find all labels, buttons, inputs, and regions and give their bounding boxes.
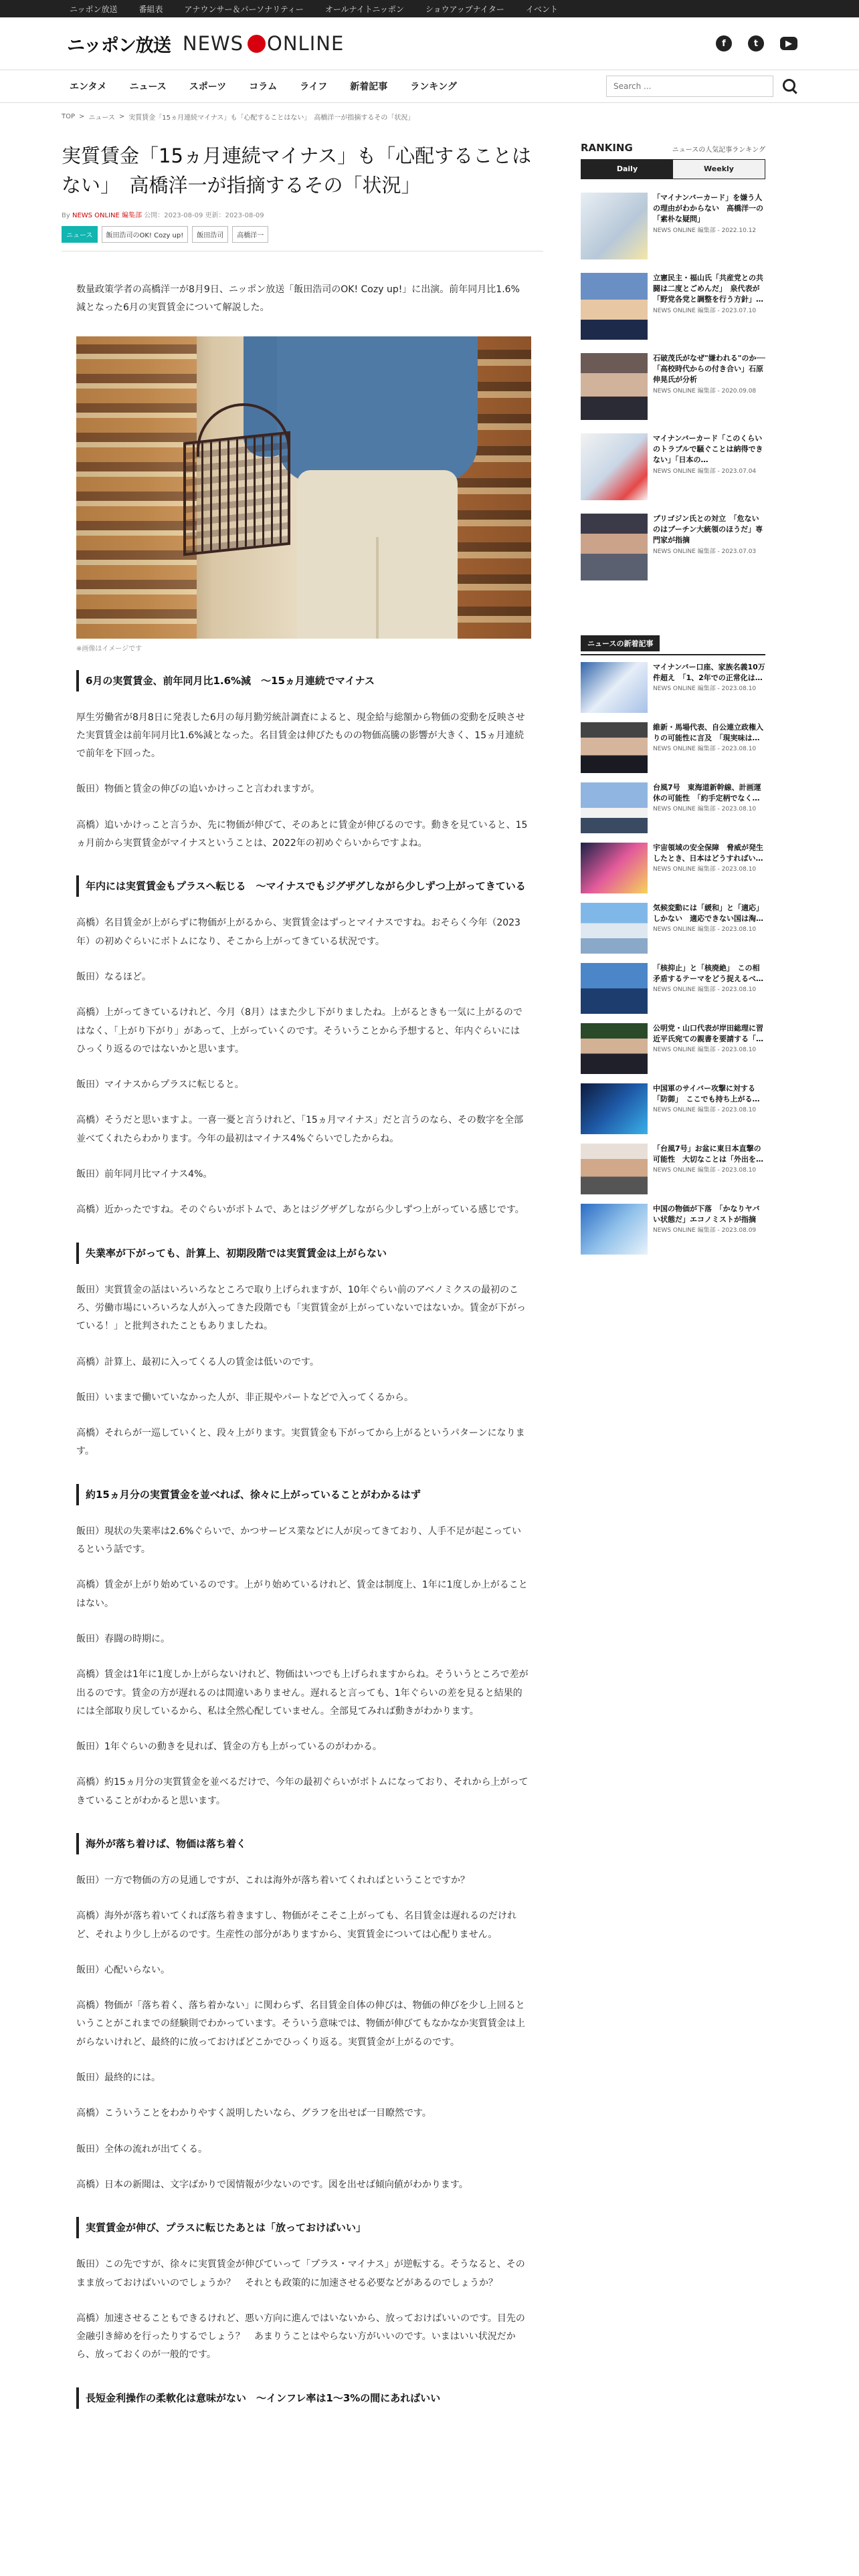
thumbnail [581, 193, 648, 259]
meta-published: 公開：2023-08-09 [144, 212, 203, 219]
thumbnail [581, 903, 648, 954]
main-nav [0, 70, 859, 103]
ranking-item-byline: NEWS ONLINE 編集部 - 2020.09.08 [653, 387, 757, 395]
nav-item-news[interactable]: ニュース [129, 82, 167, 92]
paragraph: 飯田）1年ぐらいの動きを見れば、賃金の方も上がっているのがわかる。 [76, 1741, 382, 1753]
section-heading: 海外が落ち着けば、物価は落ち着く [76, 1833, 529, 1854]
ranking-tabs [581, 159, 765, 179]
paragraph: 高橋）日本の新聞は、文字ばかりで図情報が少ないのです。図を出せば傾向値がわかります。 [76, 2179, 468, 2190]
new-article-item[interactable] [581, 1204, 765, 1257]
new-article-byline: NEWS ONLINE 編集部 - 2023.08.10 [653, 986, 757, 993]
thumbnail [581, 1204, 648, 1255]
ranking-subtitle: ニュースの人気記事ランキング [672, 146, 765, 154]
paragraph: 飯田）全体の流れが出てくる。 [76, 2143, 207, 2155]
tag-list [62, 226, 543, 243]
paragraph: 飯田）なるほど。 [76, 971, 151, 982]
nav-item-column[interactable]: コラム [249, 82, 278, 92]
topbar-link[interactable]: ショウアップナイター [425, 4, 504, 14]
ranking-header [581, 142, 765, 154]
author-link[interactable]: NEWS ONLINE 編集部 [72, 212, 142, 219]
new-article-item[interactable] [581, 963, 765, 1016]
paragraph: 高橋）加速させることもできるけれど、悪い方向に進んではいないから、放っておけばいいのです。目先の金融引き締めを行ったりするでしょう？ あまりうことはやらない方がいいのです。いまはいい状況だから、放っておくのが一般的です。 [76, 2313, 525, 2361]
breadcrumb-current: 実質賃金「15ヵ月連続マイナス」も「心配することはない」 高橋洋一が指摘するその「状況」 [128, 114, 415, 122]
new-article-title: 気候変動には「緩和」と「適応」しかない 適応できない国は淘… [653, 903, 763, 923]
paragraph: 飯田）一方で物価の方の見通しですが、これは海外が落ち着いてくれればということですか？ [76, 1874, 470, 1886]
site-logo[interactable] [67, 31, 344, 57]
youtube-icon[interactable]: ▶ [780, 37, 797, 50]
paragraph: 飯田）現状の失業率は2.6%ぐらいで、かつサービス業などに人が戻ってきており、人手不足が起こっているという話です。 [76, 1525, 522, 1555]
shopping-basket-icon [183, 431, 290, 556]
paragraph: 飯田）いままで働いていなかった人が、非正規やパートなどで入ってくるから。 [76, 1392, 413, 1403]
new-article-title: 維新・馬場代表、自公連立政権入りの可能性に言及 「現実味は… [653, 723, 763, 742]
new-article-byline: NEWS ONLINE 編集部 - 2023.08.10 [653, 805, 757, 813]
paragraph: 高橋）上がってきているけれど、今月（8月）はまた少し下がりましたね。上がるときも一気に上がるのではなく、「上がり下がり」があって、上がっていくのです。そういうことから予想すると、年内ぐらいにはひっくり返るのではないかと思います。 [76, 1007, 522, 1055]
nav-item-sports[interactable]: スポーツ [189, 82, 227, 92]
thumbnail [581, 843, 648, 893]
paragraph: 高橋）計算上、最初に入ってくる人の賃金は低いのです。 [76, 1356, 319, 1368]
nav-item-life[interactable]: ライフ [300, 82, 328, 92]
paragraph: 高橋）近かったですね。そのぐらいがボトムで、あとはジグザグしながら少しずつ上がっている感じです。 [76, 1204, 524, 1216]
new-articles-title: ニュースの新着記事 [581, 635, 660, 651]
paragraph: 飯田）心配いらない。 [76, 1964, 170, 1975]
article [62, 130, 543, 2409]
logo-online: ONLINE [267, 32, 345, 55]
search-box [606, 76, 797, 97]
new-article-byline: NEWS ONLINE 編集部 - 2023.08.10 [653, 1046, 757, 1053]
paragraph: 飯田）物価と賃金の伸びの追いかけっこと言われますが。 [76, 784, 320, 795]
paragraph: 高橋）賃金が上がり始めているのです。上がり始めているけれど、賃金は制度上、1年に1度しか上がることはない。 [76, 1580, 528, 1609]
new-article-byline: NEWS ONLINE 編集部 - 2023.08.10 [653, 1106, 757, 1113]
paragraph: 高橋）賃金は1年に1度しか上がらないけれど、物価はいつでも上げられますからね。そういうところで差が出るのです。賃金の方が遅れるのは間違いありません。遅れると言っても、1年ぐらいの差を見ると結果的には全部取り戻しているから、私は全然心配していません。全部見てみれば動きがわかります。 [76, 1669, 529, 1717]
paragraph: 飯田）春闘の時期に。 [76, 1633, 170, 1644]
paragraph: 高橋）海外が落ち着いてくれば落ち着きますし、物価がそこそこ上がっても、名目賃金は遅れるのだけれど、それより少し上がるのです。生産性の部分がありますから、実質賃金については心配りません。 [76, 1911, 516, 1940]
ranking-item[interactable] [581, 273, 765, 340]
search-icon[interactable] [783, 79, 797, 94]
section-heading: 6月の実質賃金、前年同月比1.6%減 ～15ヵ月連続でマイナス [76, 670, 529, 691]
breadcrumb-top[interactable]: TOP [62, 112, 76, 120]
nav-item-new[interactable]: 新着記事 [350, 82, 388, 92]
section-heading: 約15ヵ月分の実質賃金を並べれば、徐々に上がっていることがわかるはず [76, 1484, 529, 1505]
topbar-link[interactable]: アナウンサー＆パーソナリティー [184, 4, 304, 14]
meta-updated: 更新：2023-08-09 [205, 212, 264, 219]
ranking-item[interactable] [581, 193, 765, 259]
section-heading: 実質賃金が伸び、プラスに転じたあとは「放っておけばいい」 [76, 2217, 529, 2238]
topbar-link[interactable]: イベント [525, 4, 558, 14]
new-article-byline: NEWS ONLINE 編集部 - 2023.08.10 [653, 926, 757, 933]
paragraph: 高橋）それらが一巡していくと、段々上がります。実質賃金も下がってから上がるというパターンになります。 [76, 1428, 525, 1457]
breadcrumb-sep: > [118, 112, 125, 120]
social-links [716, 35, 797, 51]
tab-daily[interactable]: Daily [581, 160, 673, 179]
new-article-title: 台風7号 東海道新幹線、計画運休の可能性 「約手定柄でなく… [653, 783, 761, 802]
ranking-item-title: 「マイナンバーカード」を嫌う人の理由がわからない 高橋洋一の「素朴な疑問」 [653, 193, 763, 223]
thumbnail [581, 273, 648, 340]
paragraph: 高橋）約15ヵ月分の実質賃金を並べるだけで、今年の最初ぐらいがボトムになっており、それから上がってきていることがわかると思います。 [76, 1777, 529, 1806]
paragraph: 高橋）こういうことをわかりやすく説明したいなら、グラフを出せば一目瞭然です。 [76, 2108, 432, 2119]
new-article-byline: NEWS ONLINE 編集部 - 2023.08.10 [653, 745, 757, 752]
thumbnail [581, 514, 648, 580]
topbar-link[interactable]: ニッポン放送 [70, 4, 118, 14]
search-input[interactable] [606, 76, 773, 97]
thumbnail [581, 722, 648, 773]
ranking-item-title: 立憲民主・福山氏「共産党との共闘は二度とごめんだ」 泉代表が「野党各党と調整を行う方針」… [653, 274, 763, 304]
paragraph: 高橋）物価が「落ち着く、落ち着かない」に関わらず、名目賃金自体の伸びは、物価の伸びを少し上回るということがこれまでの経験則でわかっています。そういう意味では、物価が伸びてもなかなか実質賃金は上がらないけれど、最終的に放っておけばどこかでひっくり返る。実質賃金が上がるのです。 [76, 2000, 525, 2048]
thumbnail [581, 1083, 648, 1134]
new-article-title: 宇宙領域の安全保障 脅威が発生したとき、日本はどうすればい… [653, 843, 763, 863]
section-heading: 年内には実質賃金もプラスへ転じる ～マイナスでもジグザグしながら少しずつ上がってきている [76, 875, 529, 897]
breadcrumb-news[interactable]: ニュース [88, 114, 115, 122]
new-article-byline: NEWS ONLINE 編集部 - 2023.08.09 [653, 1226, 757, 1234]
nav-item-ranking[interactable]: ランキング [410, 82, 457, 92]
section-heading: 長短金利操作の柔軟化は意味がない ～インフレ率は1～3%の間にあればいい [76, 2387, 529, 2409]
logo-jp: ニッポン放送 [67, 35, 171, 56]
new-article-byline: NEWS ONLINE 編集部 - 2023.08.10 [653, 865, 757, 873]
ranking-title: RANKING [581, 142, 633, 154]
logo-news: NEWS [182, 32, 244, 55]
page-title: 実質賃金「15ヵ月連続マイナス」も「心配することはない」 高橋洋一が指摘するその「状況」 [62, 144, 532, 197]
new-article-byline: NEWS ONLINE 編集部 - 2023.08.10 [653, 685, 757, 692]
paragraph: 高橋）名目賃金が上がらずに物価が上がるから、実質賃金はずっとマイナスですね。おそらく今年（2023年）の初めぐらいにボトムになり、そこから上がってきている状況です。 [76, 918, 520, 947]
new-article-item[interactable] [581, 662, 765, 716]
site-header [0, 17, 859, 70]
new-article-title: 「台風7号」お盆に東日本直撃の可能性 大切なことは「外出を… [653, 1144, 763, 1164]
article-body [62, 281, 543, 2409]
ranking-item-byline: NEWS ONLINE 編集部 - 2023.07.04 [653, 467, 757, 475]
paragraph: 高橋）そうだと思いますよ。一喜一憂と言うけれど、「15ヵ月マイナス」だと言うのなら、その数字を全部並べてくれたらわかります。今年の最初はマイナス4%ぐらいでしたからね。 [76, 1115, 523, 1144]
new-article-item[interactable] [581, 843, 765, 896]
new-article-item[interactable] [581, 722, 765, 776]
tag-iida[interactable]: 飯田浩司 [192, 226, 228, 243]
ranking-item-byline: NEWS ONLINE 編集部 - 2022.10.12 [653, 227, 757, 234]
article-lead: 数量政策学者の高橋洋一が8月9日、ニッポン放送「飯田浩司のOK! Cozy up!」に出演。前年同月比1.6%減となった6月の実質賃金について解説した。 [76, 284, 520, 314]
new-article-title: 公明党・山口代表が岸田総理に習近平氏宛ての親書を要請する「… [653, 1024, 763, 1043]
breadcrumb-sep: > [79, 112, 85, 120]
thumbnail [581, 662, 648, 713]
hero-image [76, 336, 531, 639]
tab-weekly[interactable]: Weekly [673, 160, 765, 179]
thumbnail [581, 1144, 648, 1194]
ranking-item[interactable] [581, 514, 765, 580]
ranking-item[interactable] [581, 353, 765, 420]
twitter-icon[interactable]: t [748, 35, 764, 51]
ranking-item-title: プリゴジン氏との対立 「危ないのはプーチン大統領のほうだ」専門家が指摘 [653, 514, 763, 544]
paragraph: 飯田）最終的には。 [76, 2072, 161, 2084]
section-heading: 失業率が下がっても、計算上、初期段階では実質賃金は上がらない [76, 1243, 529, 1264]
new-article-item[interactable] [581, 1144, 765, 1197]
ranking-item[interactable] [581, 433, 765, 500]
new-article-title: マイナンバー口座、家族名義10万件超え 「1、2年での正常化は… [653, 663, 765, 682]
thumbnail [581, 433, 648, 500]
paragraph: 飯田）前年同月比マイナス4%。 [76, 1169, 213, 1180]
new-articles-header [581, 635, 765, 655]
ranking-item-title: 石破茂氏がなぜ"嫌われる"のか──「高校時代からの付き合い」石原伸晃氏が分析 [653, 354, 765, 384]
new-article-title: 「核抑止」と「核廃絶」 この相矛盾するテーマをどう捉えるべ… [653, 964, 763, 983]
new-article-item[interactable] [581, 1083, 765, 1137]
new-article-item[interactable] [581, 903, 765, 956]
tag-news[interactable]: ニュース [62, 226, 98, 243]
tag-takahashi[interactable]: 高橋洋一 [232, 226, 268, 243]
new-article-item[interactable] [581, 782, 765, 836]
topbar-link[interactable]: 番組表 [138, 4, 163, 14]
top-bar [0, 0, 859, 17]
image-caption: ※画像はイメージです [76, 645, 142, 653]
tag-program[interactable]: 飯田浩司のOK! Cozy up! [102, 226, 189, 243]
paragraph: 高橋）追いかけっこと言うか、先に物価が伸びて、そのあとに賃金が伸びるのです。動きを見ていると、15ヵ月前から実質賃金がマイナスということは、2022年の初めぐらいからですよね。 [76, 819, 528, 849]
logo-dot-icon [248, 35, 266, 53]
new-article-title: 中国の物価が下落 「かなりヤバい状態だ」エコノミストが指摘 [653, 1204, 760, 1224]
thumbnail [581, 782, 648, 833]
new-article-byline: NEWS ONLINE 編集部 - 2023.08.10 [653, 1166, 757, 1174]
article-meta [62, 209, 543, 219]
thumbnail [581, 963, 648, 1014]
sidebar [581, 130, 765, 2409]
paragraph: 厚生労働省が8月8日に発表した6月の毎月勤労統計調査によると、現金給与総額から物価の変動を反映させた実質賃金は前年同月比1.6%減となった。名目賃金は伸びたものの物価高騰の影響が大きく、15ヵ月連続で前年を下回った。 [76, 712, 525, 760]
paragraph: 飯田）実質賃金の話はいろいろなところで取り上げられますが、10年ぐらい前のアベノミクスの最初のころ、労働市場にいろいろな人が入ってきた段階でも「実質賃金が上がっていないではないか。賃金が下がっている！」と批判されたこともありましたね。 [76, 1284, 526, 1332]
meta-by: By [62, 212, 70, 219]
facebook-icon[interactable]: f [716, 35, 732, 51]
paragraph: 飯田）この先ですが、徐々に実質賃金が伸びていって「プラス・マイナス」が逆転する。そうなると、そのまま放っておけばいいのでしょうか？ それとも政策的に加速させる必要などがあるのでしょうか？ [76, 2259, 525, 2288]
new-article-item[interactable] [581, 1023, 765, 1077]
new-article-title: 中国軍のサイバー攻撃に対する「防御」 ここでも持ち上がる… [653, 1084, 760, 1103]
ranking-item-byline: NEWS ONLINE 編集部 - 2023.07.10 [653, 307, 757, 314]
paragraph: 飯田）マイナスからプラスに転じると。 [76, 1079, 244, 1091]
breadcrumb [0, 103, 859, 130]
thumbnail [581, 1023, 648, 1074]
ranking-item-title: マイナンバーカード「このくらいのトラブルで騒ぐことは納得できない」「日本の… [653, 434, 763, 464]
topbar-link[interactable]: オールナイトニッポン [324, 4, 404, 14]
ranking-item-byline: NEWS ONLINE 編集部 - 2023.07.03 [653, 548, 757, 555]
nav-item-entame[interactable]: エンタメ [70, 82, 107, 92]
thumbnail [581, 353, 648, 420]
